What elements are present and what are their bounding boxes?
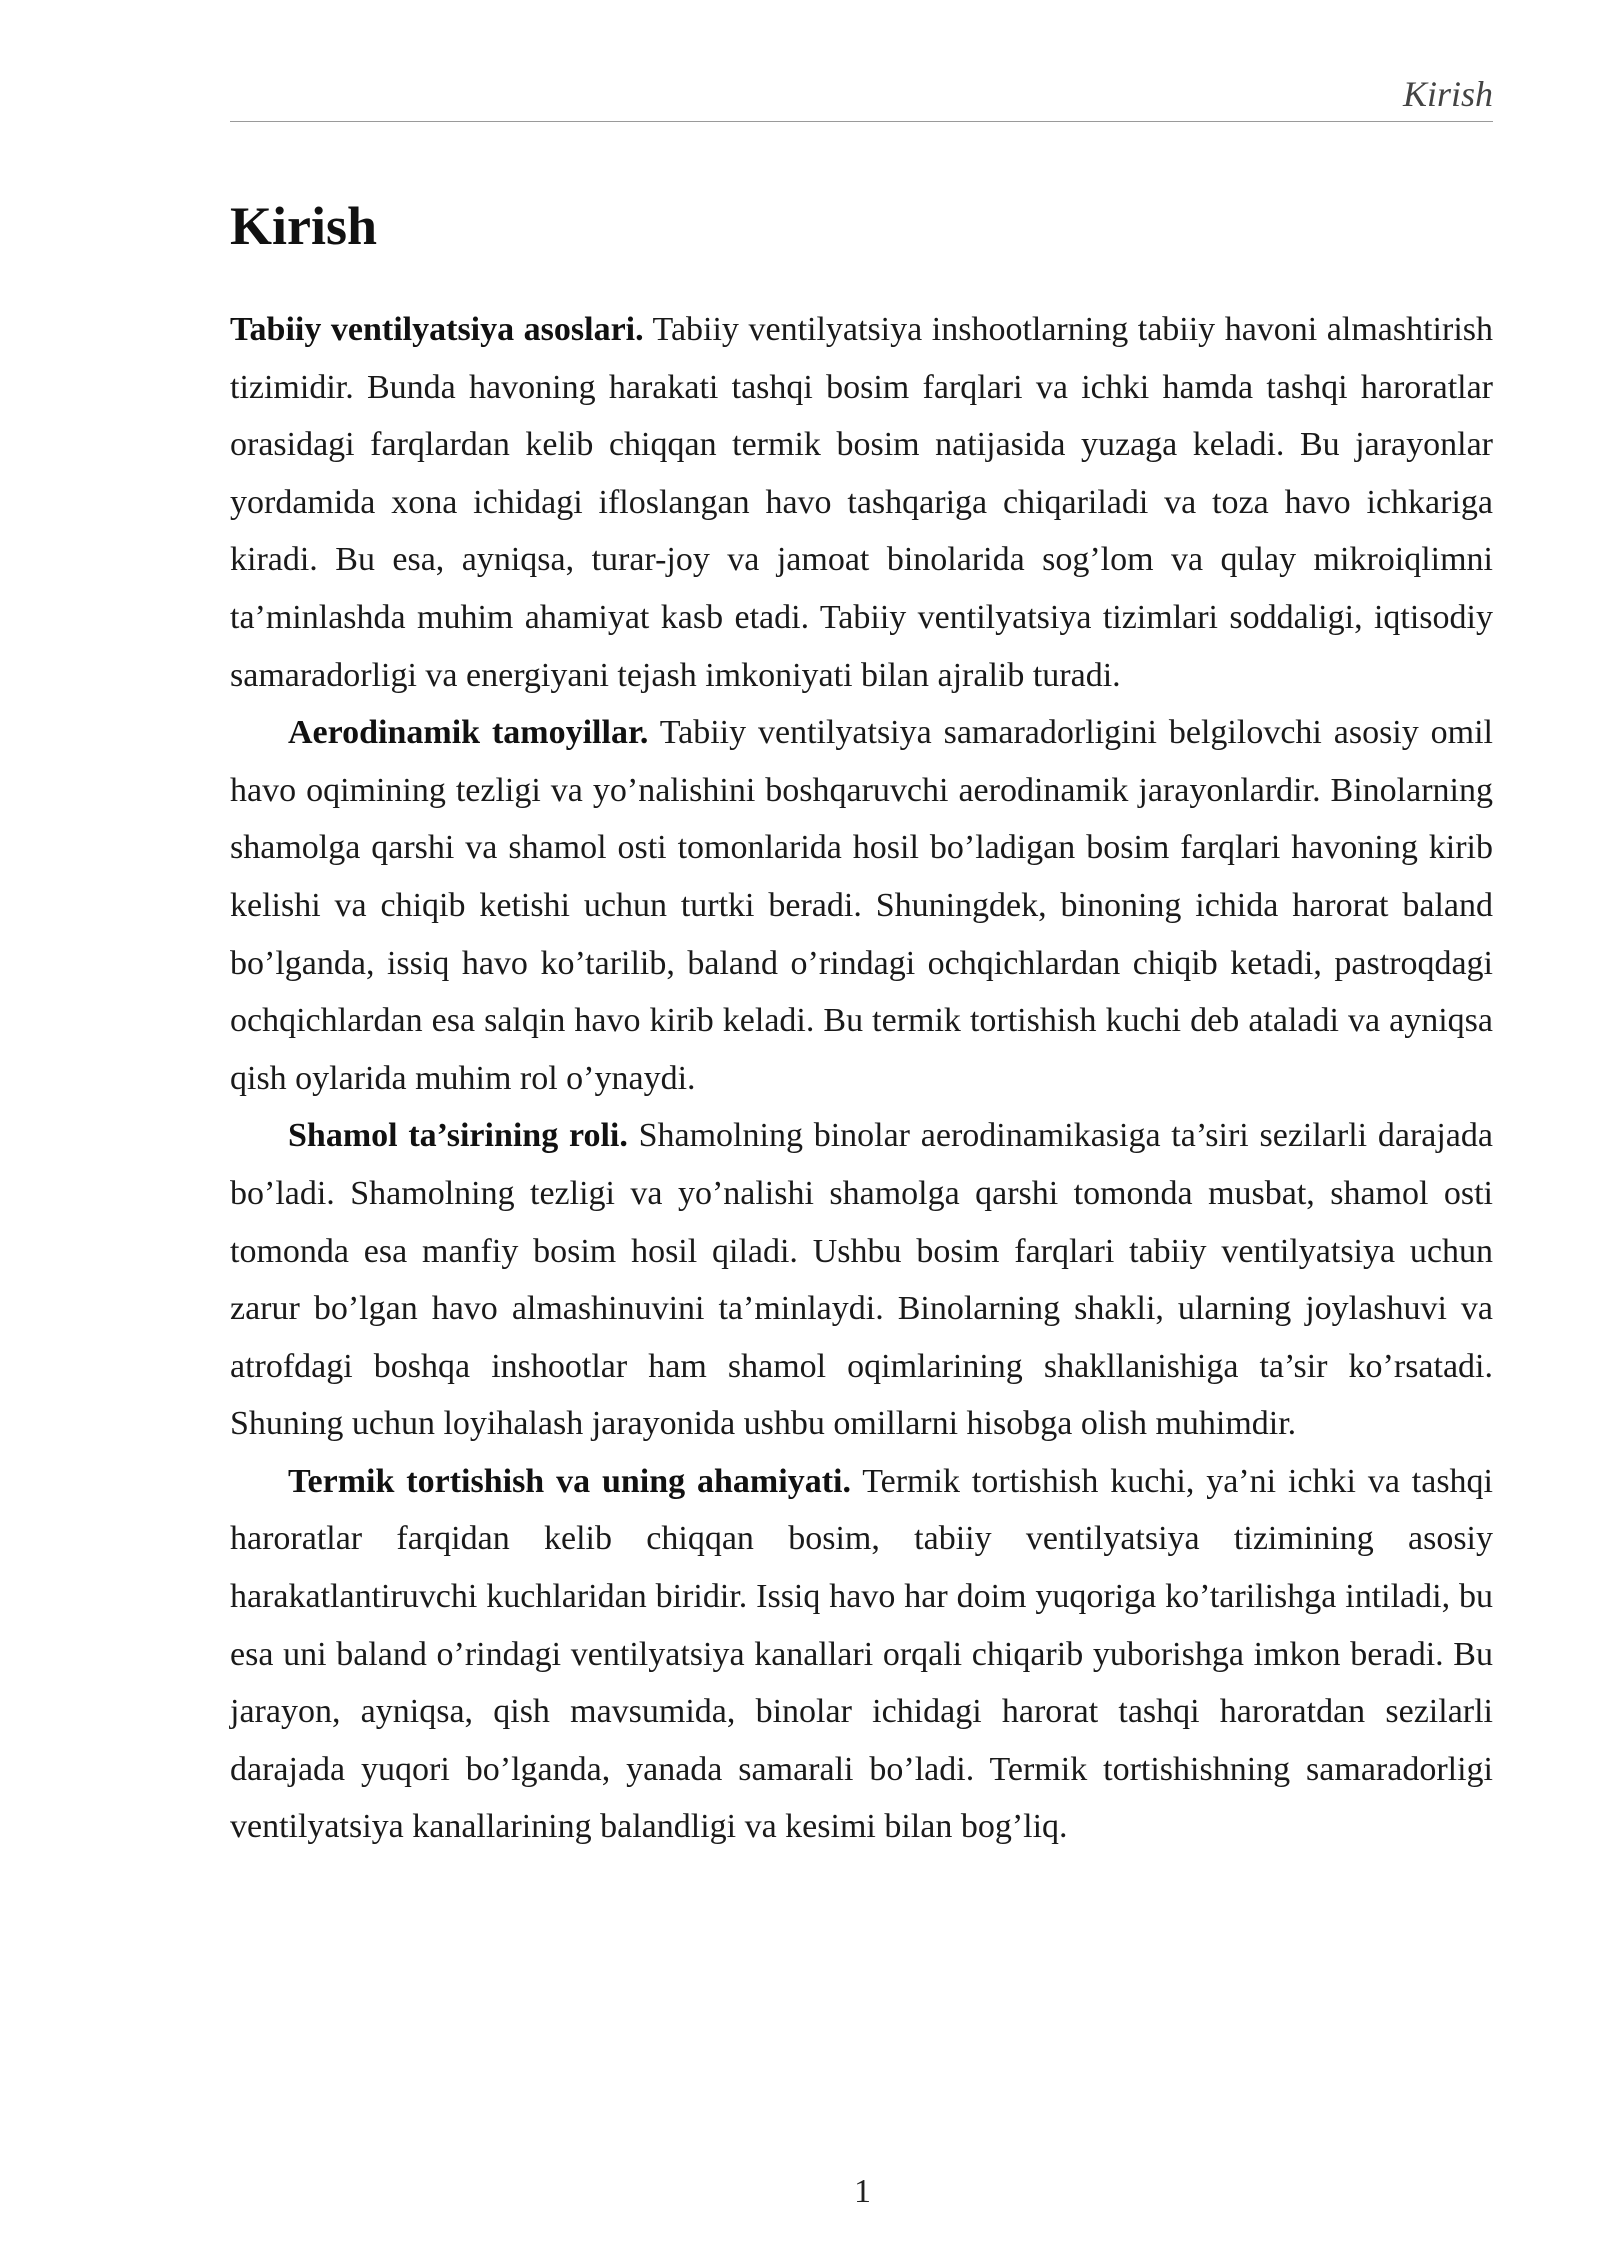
paragraph-lead: Shamol ta’sirining roli. [288, 1117, 628, 1155]
paragraph-lead: Tabiiy ventilyatsiya asoslari. [230, 311, 644, 348]
paragraph-thermal-draft [230, 1453, 1493, 1856]
paragraph-lead: Termik tortishish va uning ahamiyati. [288, 1462, 851, 1500]
paragraph-body: Shamolning binolar aerodinamikasiga ta’siri sezilarli darajada bo’ladi. Shamolning tezligi va yo’nalishi shamolga qarshi tomonda musbat, shamol osti tomonda esa manfiy bosim hosil qiladi. Ushbu bosim farqlari tabiiy ventilyatsiya uchun zarur bo’lgan havo almashinuvini ta’minlaydi. Binolarning shakli, ularning joylashuvi va atrofdagi boshqa inshootlar ham shamol oqimlarining shakllanishiga ta’sir ko’rsatadi. Shuning uchun loyihalash jarayonida ushbu omillarni hisobga olish muhimdir. [230, 1117, 1493, 1443]
paragraph-natural-ventilation-basics [230, 301, 1493, 704]
chapter-title: Kirish [230, 196, 378, 256]
paragraph-body: Tabiiy ventilyatsiya inshootlarning tabiiy havoni almashtirish tizimidir. Bunda havoning harakati tashqi bosim farqlari va ichki hamda tashqi haroratlar orasidagi farqlardan kelib chiqqan termik bosim natijasida yuzaga keladi. Bu jarayonlar yordamida xona ichidagi ifloslangan havo tashqariga chiqariladi va toza havo ichkariga kiradi. Bu esa, ayniqsa, turar-joy va jamoat binolarida sog’lom va qulay mikroiqlimni ta’minlashda muhim ahamiyat kasb etadi. Tabiiy ventilyatsiya tizimlari soddaligi, iqtisodiy samaradorligi va energiyani tejash imkoniyati bilan ajralib turadi. [230, 311, 1493, 694]
body-text [230, 301, 1493, 1856]
header-rule [230, 121, 1493, 122]
paragraph-aerodynamic-principles [230, 704, 1493, 1107]
paragraph-wind-effect [230, 1107, 1493, 1453]
running-header: Kirish [1402, 74, 1493, 114]
paragraph-body: Termik tortishish kuchi, ya’ni ichki va tashqi haroratlar farqidan kelib chiqqan bosim, tabiiy ventilyatsiya tizimining asosiy harakatlantiruvchi kuchlaridan biridir. Issiq havo har doim yuqoriga ko’tarilishga intiladi, bu esa uni baland o’rindagi ventilyatsiya kanallari orqali chiqarib yuborishga imkon beradi. Bu jarayon, ayniqsa, qish mavsumida, binolar ichidagi harorat tashqi haroratdan sezilarli darajada yuqori bo’lganda, yanada samarali bo’ladi. Termik tortishishning samaradorligi ventilyatsiya kanallarining balandligi va kesimi bilan bog’liq. [230, 1462, 1494, 1846]
page-number: 1 [854, 2173, 871, 2210]
paragraph-body: Tabiiy ventilyatsiya samaradorligini belgilovchi asosiy omil havo oqimining tezligi va yo’nalishini boshqaruvchi aerodinamik jarayonlardir. Binolarning shamolga qarshi va shamol osti tomonlarida hosil bo’ladigan bosim farqlari havoning kirib kelishi va chiqib ketishi uchun turtki beradi. Shuningdek, binoning ichida harorat baland bo’lganda, issiq havo ko’tarilib, baland o’rindagi ochqichlardan chiqib ketadi, pastroqdagi ochqichlardan esa salqin havo kirib keladi. Bu termik tortishish kuchi deb ataladi va ayniqsa qish oylarida muhim rol o’ynaydi. [230, 714, 1493, 1097]
paragraph-lead: Aerodinamik tamoyillar. [288, 714, 649, 752]
